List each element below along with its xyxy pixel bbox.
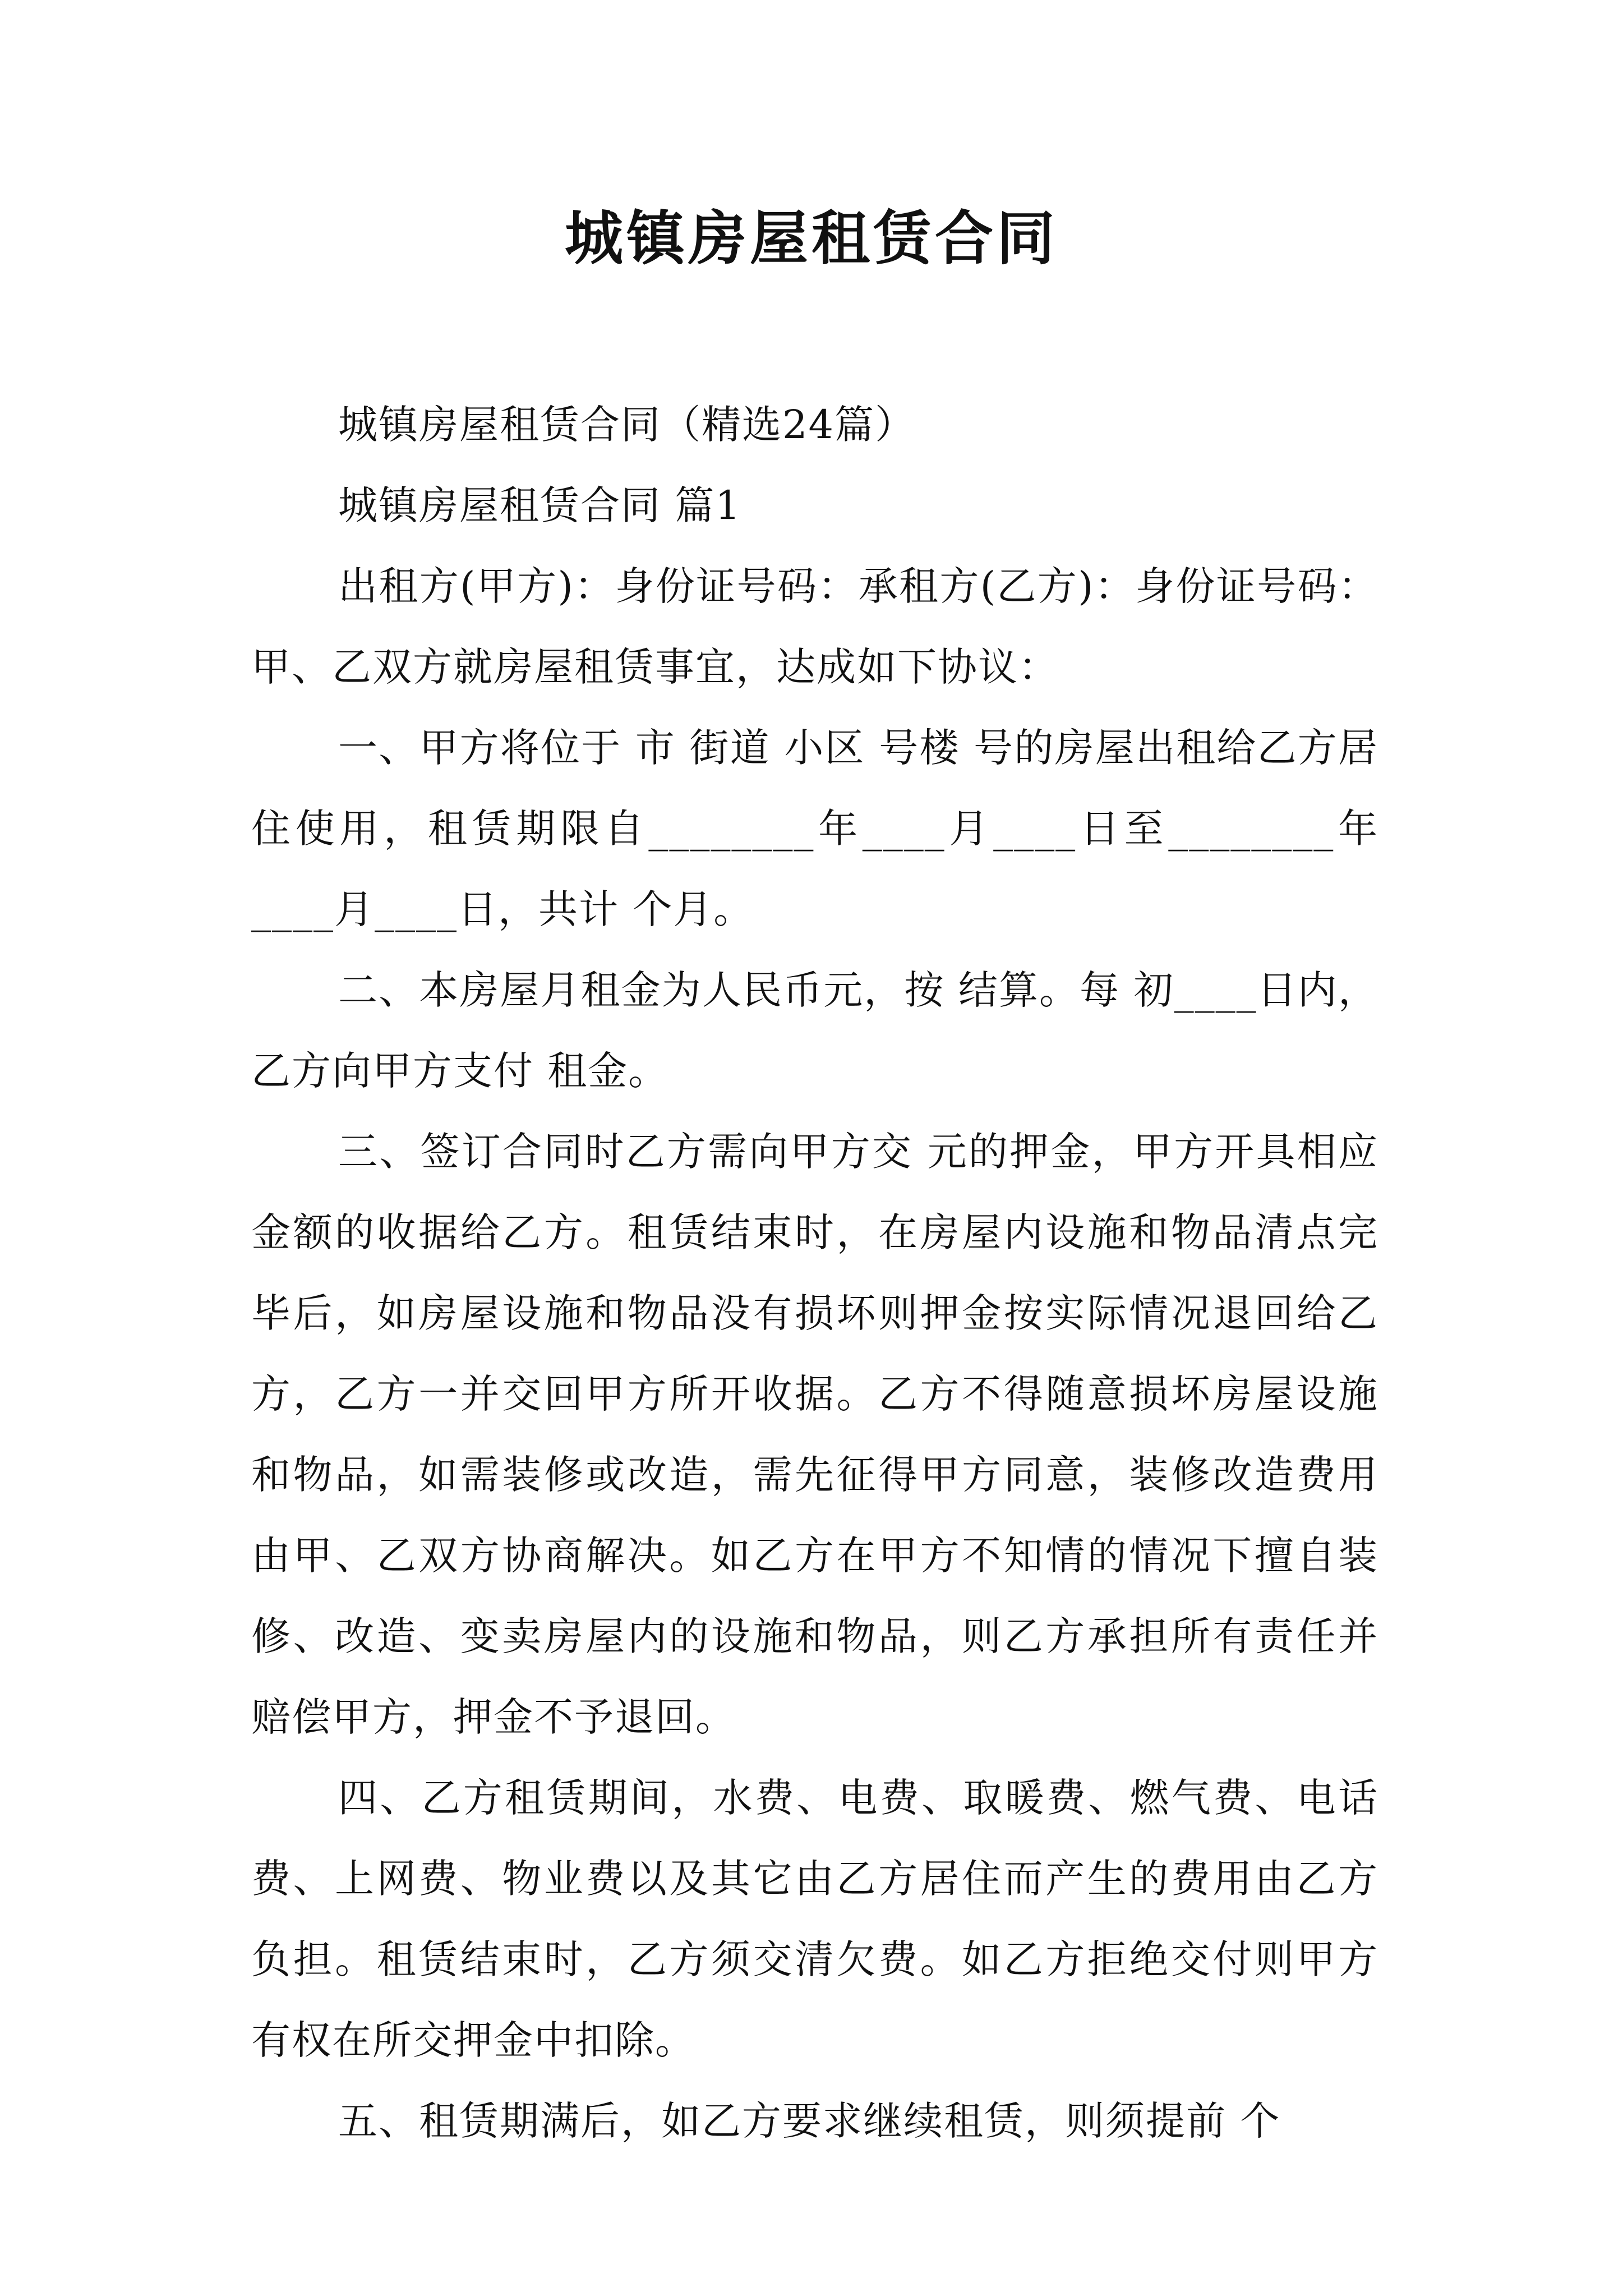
paragraph-clause-3: 三、签订合同时乙方需向甲方交 元的押金，甲方开具相应金额的收据给乙方。租赁结束时，在房屋内设施和物品清点完毕后，如房屋设施和物品没有损坏则押金按实际情况退回给乙方，乙方一并交回甲方所开收据。乙方不得随意损坏房屋设施和物品，如需装修或改造，需先征得甲方同意，装修改造费用由甲、乙双方协商解决。如乙方在甲方不知情的情况下擅自装修、改造、变卖房屋内的设施和物品，则乙方承担所有责任并赔偿甲方，押金不予退回。	[251, 1129, 1378, 1740]
paragraph-section-heading: 城镇房屋租赁合同 篇1	[338, 482, 741, 528]
document-body	[251, 384, 1378, 2161]
paragraph-clause-5: 五、租赁期满后，如乙方要求继续租赁，则须提前 个	[338, 2098, 1281, 2144]
paragraph-clause-4: 四、乙方租赁期间，水费、电费、取暖费、燃气费、电话费、上网费、物业费以及其它由乙方居住而产生的费用由乙方负担。租赁结束时，乙方须交清欠费。如乙方拒绝交付则甲方有权在所交押金中扣除。	[251, 1775, 1378, 2063]
paragraph-subtitle: 城镇房屋租赁合同（精选24篇）	[338, 402, 916, 448]
document-title: 城镇房屋租赁合同	[564, 204, 1058, 273]
paragraph-parties: 出租方(甲方)：身份证号码：承租方(乙方)：身份证号码：甲、乙双方就房屋租赁事宜，达成如下协议：	[251, 563, 1378, 690]
paragraph-clause-1: 一、甲方将位于 市 街道 小区 号楼 号的房屋出租给乙方居住使用，租赁期限自________年____月____日至________年____月____日，共计 个月。	[251, 725, 1378, 932]
paragraph-clause-2: 二、本房屋月租金为人民币元，按 结算。每 初____日内，乙方向甲方支付 租金。	[251, 967, 1378, 1094]
